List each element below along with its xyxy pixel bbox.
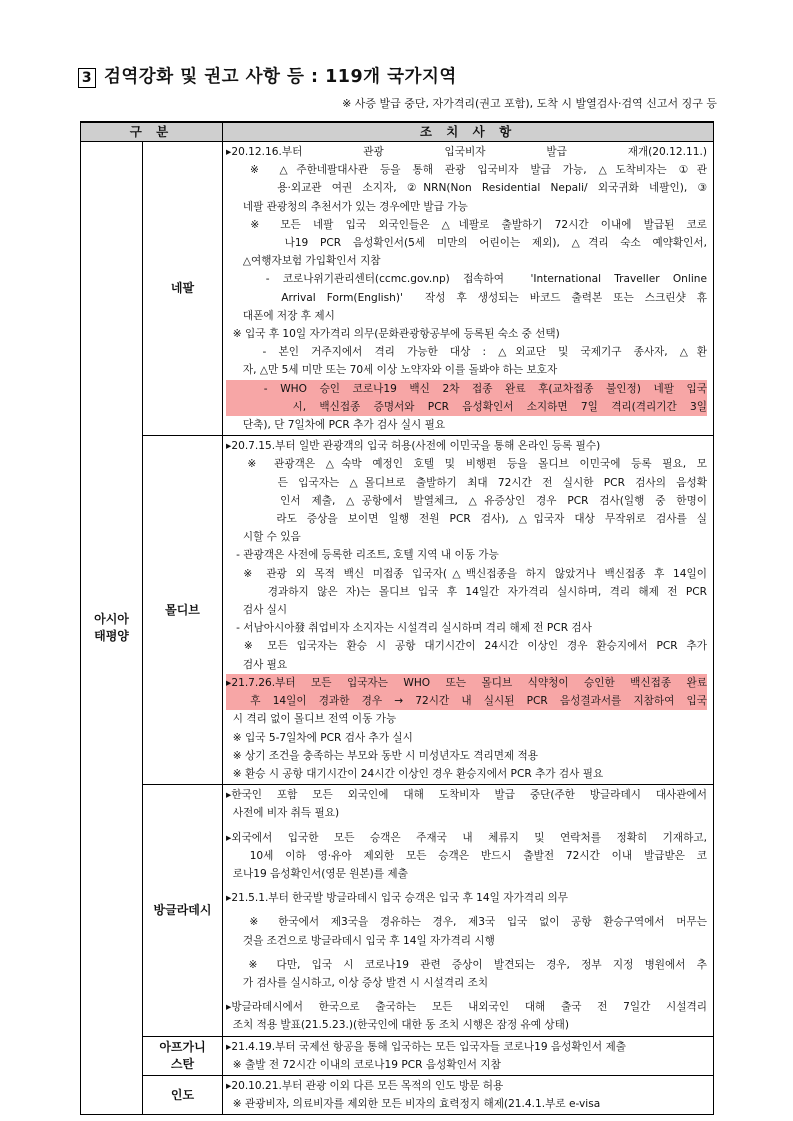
measure-line: 것을 조건으로 방글라데시 입국 후 14일 자가격리 시행 — [226, 934, 495, 947]
measure-line: ※ 환승 시 공항 대기시간이 24시간 이상인 경우 환승지에서 PCR 추가 검사 필요 — [226, 767, 604, 780]
measure-line: ※ 출발 전 72시간 이내의 코로나19 PCR 음성확인서 지참 — [226, 1058, 501, 1071]
measure-line: ※ 관광 외 목적 백신 미접종 입국자(△백신접종을 하지 않았거나 백신접종 후 14일이 — [226, 567, 707, 580]
measure-line: ※ 관광비자, 의료비자를 제외한 모든 비자의 효력정지 해제(21.4.1.부로 e-visa — [226, 1098, 601, 1111]
header-category: 구 분 — [81, 122, 223, 142]
country-afghanistan — [143, 1036, 223, 1075]
measure-line: 로나19 음성확인서(영문 원본)를 제출 — [226, 867, 408, 880]
measure-line: - 서남아시아發 취업비자 소지자는 시설격리 실시하며 격리 해제 전 PCR 검사 — [226, 622, 592, 635]
measure-line: 경과하지 않은 자)는 몰디브 입국 후 14일간 자가격리 실시하며, 격리 해제 전 PCR — [226, 585, 707, 598]
country-india: 인도 — [143, 1075, 223, 1114]
region-label: 아시아 태평양 — [94, 612, 129, 644]
row-india — [81, 1075, 714, 1114]
row-afghanistan — [81, 1036, 714, 1075]
measure-line: 인서 제출, △공항에서 발열체크, △유증상인 경우 PCR 검사(일행 중 한명이 — [226, 494, 707, 507]
measures-nepal — [223, 142, 714, 436]
measure-line: ▸21.5.1.부터 한국발 방글라데시 입국 승객은 입국 후 14일 자가격리 의무 — [226, 892, 569, 905]
measure-line: 10세 이하 영·유아 제외한 모든 승객은 반드시 출발전 72시간 이내 발급받은 코 — [226, 849, 707, 862]
section-number: 3 — [78, 68, 96, 88]
measure-line: ※ 관광객은 △숙박 예정인 호텔 및 비행편 등을 몰디브 이민국에 등록 필요, 모 — [226, 458, 707, 471]
country-maldives: 몰디브 — [143, 436, 223, 785]
measure-line: ▸20.12.16.부터 관광 입국비자 발급 재개(20.12.11.) — [226, 146, 707, 158]
row-bangladesh — [81, 785, 714, 1036]
measure-line: ※ △주한네팔대사관 등을 통해 관광 입국비자 발급 가능, △도착비자는 ①관 — [226, 164, 707, 177]
row-nepal — [81, 142, 714, 436]
country-bangladesh: 방글라데시 — [143, 785, 223, 1036]
measure-line: 자, △만 5세 미만 또는 70세 이상 노약자와 이를 돌봐야 하는 보호자 — [226, 364, 558, 377]
measure-line: 든 입국자는 △몰디브로 출발하기 최대 72시간 전 실시한 PCR 검사의 음성확 — [226, 476, 707, 489]
measure-line: ※ 한국에서 제3국을 경유하는 경우, 제3국 입국 없이 공항 환승구역에서 머무는 — [226, 916, 707, 929]
measure-line: ※ 모든 네팔 입국 외국인들은 △네팔로 출발하기 72시간 이내에 발급된 코로 — [226, 218, 707, 231]
measure-line: ▸21.4.19.부터 국제선 항공을 통해 입국하는 모든 입국자들 코로나19 음성확인서 제출 — [226, 1040, 626, 1053]
row-maldives — [81, 436, 714, 785]
measure-line: 나19 PCR 음성확인서(5세 미만의 어린이는 제외), △격리 숙소 예약확인서, — [226, 237, 707, 250]
measure-line: ▸외국에서 입국한 모든 승객은 주재국 내 체류지 및 연락처를 정확히 기재하고, — [226, 831, 707, 844]
region-asia-pacific — [81, 142, 143, 1115]
measure-line: - 본인 거주지에서 격리 가능한 대상 : △외교단 및 국제기구 종사자, △환 — [226, 346, 707, 359]
measures-table — [80, 121, 714, 1115]
highlighted-measure-line: ▸21.7.26.부터 모든 입국자는 WHO 또는 몰디브 식약청이 승인한 백신접종 완료 — [226, 674, 707, 692]
section-note: ※ 사증 발급 중단, 자가격리(권고 포함), 도착 시 발열검사·검역 신고서 징구 등 — [342, 97, 717, 110]
measure-line: ※ 입국 후 10일 자가격리 의무(문화관광항공부에 등록된 숙소 중 선택) — [226, 328, 560, 341]
highlighted-measure-line: 후 14일이 경과한 경우 → 72시간 내 실시된 PCR 음성결과서를 지참하여 입국 — [226, 692, 707, 710]
measure-line: 시 격리 없이 몰디브 전역 이동 가능 — [226, 713, 397, 726]
highlighted-measure-line: 시, 백신접종 증명서와 PCR 음성확인서 소지하면 7일 격리(격리기간 3일 — [226, 398, 707, 416]
measure-line: 네팔 관광청의 추천서가 있는 경우에만 발급 가능 — [226, 200, 468, 213]
measure-line: ▸20.10.21.부터 관광 이외 다른 모든 목적의 인도 방문 허용 — [226, 1079, 504, 1092]
table-header-row — [81, 122, 714, 142]
measure-line: ▸방글라데시에서 한국으로 출국하는 모든 내외국인 대해 출국 전 7일간 시설격리 — [226, 1001, 707, 1014]
measure-line: ※ 모든 입국자는 환승 시 공항 대기시간이 24시간 이상인 경우 환승지에서 PCR 추가 — [226, 640, 707, 653]
highlighted-measure-line: - WHO 승인 코로나19 백신 2차 접종 완료 후(교차접종 불인정) 네팔 입국 — [226, 380, 707, 398]
measure-line: 단축), 단 7일차에 PCR 추가 검사 실시 필요 — [226, 419, 446, 432]
measure-line: 용·외교관 여권 소지자, ②NRN(Non Residential Nepali/ 외국귀화 네팔인), ③ — [226, 182, 707, 195]
measure-line: - 관광객은 사전에 등록한 리조트, 호텔 지역 내 이동 가능 — [226, 549, 499, 562]
section-title: 검역강화 및 권고 사항 등 : 119개 국가지역 — [104, 67, 457, 87]
measure-line: 라도 증상을 보이면 일행 전원 PCR 검사), △입국자 대상 무작위로 검사를 실 — [226, 513, 707, 526]
measures-afghanistan — [223, 1036, 714, 1075]
measure-line: 가 검사를 실시하고, 이상 증상 발견 시 시설격리 조치 — [226, 976, 489, 989]
measure-line: - 코로나위기관리센터(ccmc.gov.np) 접속하여 'International Traveller Online — [226, 273, 707, 286]
measures-bangladesh — [223, 785, 714, 1036]
measure-line: 시할 수 있음 — [226, 531, 301, 544]
measure-line: ※ 입국 5-7일차에 PCR 검사 추가 실시 — [226, 731, 413, 744]
measure-line: ▸한국인 포함 모든 외국인에 대해 도착비자 발급 중단(주한 방글라데시 대사관에서 — [226, 789, 707, 802]
measure-line: ▸20.7.15.부터 일반 관광객의 입국 허용(사전에 이민국을 통해 온라인 등록 필수) — [226, 440, 601, 453]
measure-line: ※ 다만, 입국 시 코로나19 관련 증상이 발견되는 경우, 정부 지정 병원에서 추 — [226, 958, 707, 971]
country-nepal: 네팔 — [143, 142, 223, 436]
measure-line: 조치 적용 발표(21.5.23.)(한국인에 대한 동 조치 시행은 잠정 유예 상태) — [226, 1019, 569, 1032]
measure-line: Arrival Form(English)' 작성 후 생성되는 바코드 출력본 또는 스크린샷 휴 — [226, 291, 707, 304]
header-measures: 조 치 사 항 — [223, 122, 714, 142]
measure-line: ※ 상기 조건을 충족하는 부모와 동반 시 미성년자도 격리면제 적용 — [226, 749, 539, 762]
measure-line: 검사 실시 — [226, 604, 288, 617]
measures-india — [223, 1075, 714, 1114]
measure-line: 사전에 비자 취득 필요) — [226, 807, 340, 820]
section-heading — [78, 63, 457, 88]
measure-line: 검사 필요 — [226, 658, 288, 671]
measure-line: △여행자보험 가입확인서 지참 — [226, 255, 381, 268]
measure-line: 대폰에 저장 후 제시 — [226, 309, 335, 322]
country-afghanistan-label: 아프가니 스탄 — [159, 1039, 206, 1071]
measures-maldives — [223, 436, 714, 785]
